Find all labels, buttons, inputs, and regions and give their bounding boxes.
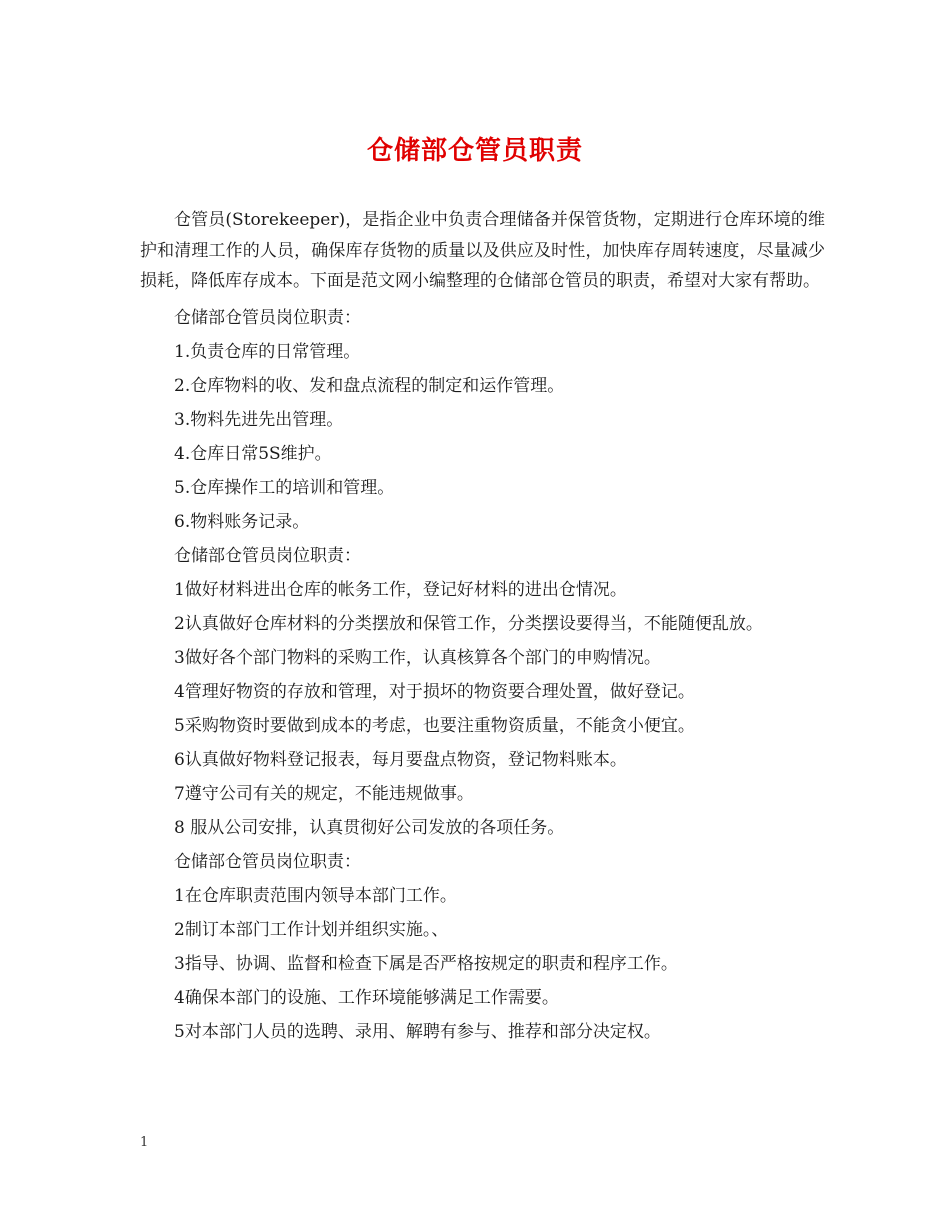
list-item: 7遵守公司有关的规定，不能违规做事。 bbox=[174, 783, 474, 804]
list-item: 4管理好物资的存放和管理，对于损坏的物资要合理处置，做好登记。 bbox=[174, 681, 695, 702]
list-item: 6.物料账务记录。 bbox=[174, 511, 310, 532]
intro-paragraph: 仓管员(Storekeeper)，是指企业中负责合理储备并保管货物，定期进行仓库环境的维护和清理工作的人员，确保库存货物的质量以及供应及时性，加快库存周转速度，尽量减少损耗，降低库存成本。下面是范文网小编整理的仓储部仓管员的职责，希望对大家有帮助。 bbox=[140, 210, 825, 291]
list-item: 3指导、协调、监督和检查下属是否严格按规定的职责和程序工作。 bbox=[174, 953, 678, 974]
list-item: 1做好材料进出仓库的帐务工作，登记好材料的进出仓情况。 bbox=[174, 579, 627, 600]
document-title: 仓储部仓管员职责 bbox=[366, 136, 583, 166]
list-item: 8 服从公司安排，认真贯彻好公司发放的各项任务。 bbox=[174, 817, 565, 838]
list-item: 4确保本部门的设施、工作环境能够满足工作需要。 bbox=[174, 987, 559, 1008]
list-item: 6认真做好物料登记报表，每月要盘点物资，登记物料账本。 bbox=[174, 749, 627, 770]
list-item: 2制订本部门工作计划并组织实施。、 bbox=[174, 919, 449, 940]
list-item: 3.物料先进先出管理。 bbox=[174, 409, 344, 430]
document-body bbox=[140, 205, 825, 1049]
section-heading: 仓储部仓管员岗位职责： bbox=[174, 545, 361, 566]
list-item: 5对本部门人员的选聘、录用、解聘有参与、推荐和部分决定权。 bbox=[174, 1021, 661, 1042]
list-item: 1在仓库职责范围内领导本部门工作。 bbox=[174, 885, 457, 906]
page-number: 1 bbox=[140, 1135, 149, 1150]
section-heading: 仓储部仓管员岗位职责： bbox=[174, 307, 361, 328]
list-item: 1.负责仓库的日常管理。 bbox=[174, 341, 361, 362]
list-item: 5.仓库操作工的培训和管理。 bbox=[174, 477, 395, 498]
list-item: 2.仓库物料的收、发和盘点流程的制定和运作管理。 bbox=[174, 375, 565, 396]
list-item: 3做好各个部门物料的采购工作，认真核算各个部门的申购情况。 bbox=[174, 647, 661, 668]
list-item: 2认真做好仓库材料的分类摆放和保管工作，分类摆设要得当，不能随便乱放。 bbox=[174, 613, 763, 634]
list-item: 4.仓库日常5S维护。 bbox=[174, 443, 332, 464]
list-item: 5采购物资时要做到成本的考虑，也要注重物资质量，不能贪小便宜。 bbox=[174, 715, 695, 736]
section-heading: 仓储部仓管员岗位职责： bbox=[174, 851, 361, 872]
